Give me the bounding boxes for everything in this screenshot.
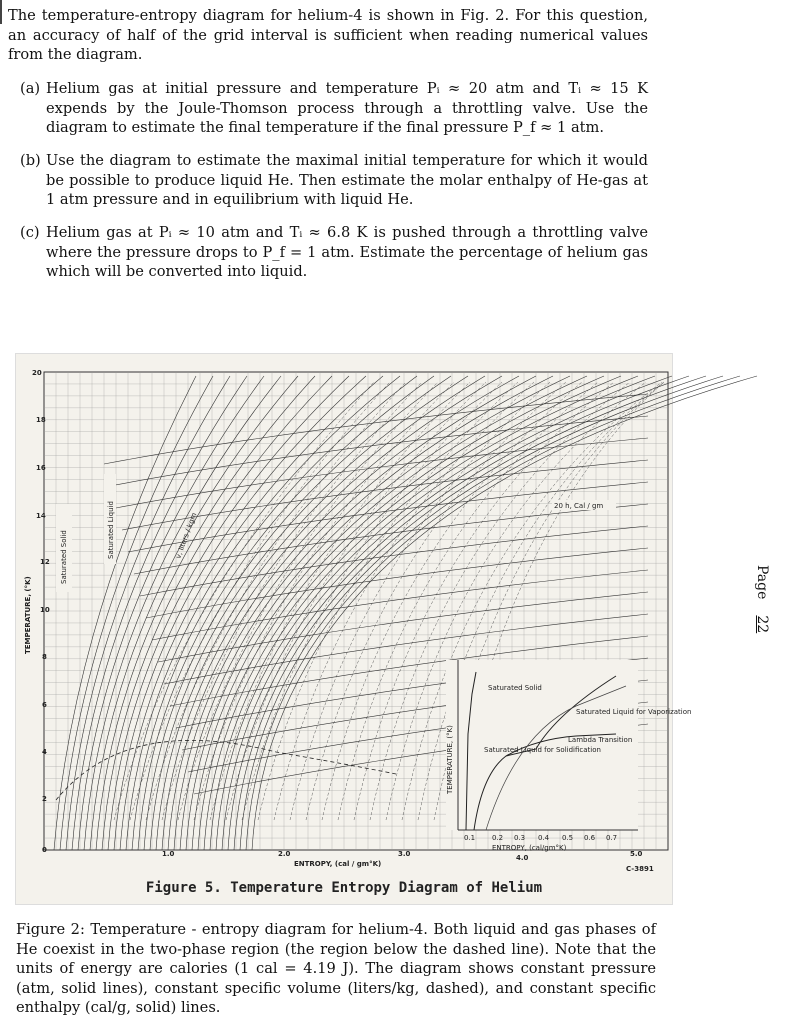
inset-x-tick: 0.6 xyxy=(584,834,596,842)
inset-x-tick: 0.5 xyxy=(562,834,574,842)
page-number: 22 xyxy=(754,615,770,634)
specific-volume-label: v, liters / kgm xyxy=(174,511,199,560)
y-tick: 18 xyxy=(36,416,46,424)
x-tick: 5.0 xyxy=(630,850,643,858)
figure-code: C-3891 xyxy=(626,865,654,873)
diagram-curve xyxy=(128,482,648,552)
y-tick-labels xyxy=(32,369,50,854)
inset-x-tick: 0.4 xyxy=(538,834,550,842)
y-tick: 12 xyxy=(40,558,50,566)
diagram-curve xyxy=(114,376,366,850)
question-intro: The temperature-entropy diagram for helium-4 is shown in Fig. 2. For this question, an accuracy of half of the grid interval is sufficient when reading numerical values from the diagram. xyxy=(8,7,648,63)
page-edge-mark xyxy=(0,0,2,24)
diagram-curve xyxy=(122,460,648,530)
inset-x-tick: 0.7 xyxy=(606,834,618,842)
saturated-solid-label: Saturated Solid xyxy=(60,530,68,584)
inset-diagram xyxy=(446,660,691,862)
inset-x-tick: 0.2 xyxy=(492,834,504,842)
inset-x-tick: 0.1 xyxy=(464,834,476,842)
diagram-curves xyxy=(54,376,757,850)
side-page-number xyxy=(754,565,770,633)
y-tick: 10 xyxy=(40,606,50,614)
question-part-c xyxy=(20,223,648,282)
scanned-figure-caption: Figure 5. Temperature Entropy Diagram of Helium xyxy=(145,880,543,896)
inset-saturated-liquid-solidification: Saturated Liquid for Solidification xyxy=(484,746,601,754)
part-text: Helium gas at Pᵢ ≈ 10 atm and Tᵢ ≈ 6.8 K is pushed through a throttling valve where the pressure drops to P_f = 1 atm. Estimate the percentage of helium gas which will be converted into liquid. xyxy=(46,224,648,280)
diagram-curve xyxy=(84,376,281,850)
ts-diagram-figure xyxy=(15,353,692,905)
diagram-curve xyxy=(108,376,349,850)
inset-x-tick: 0.3 xyxy=(514,834,526,842)
diagram-curve xyxy=(54,376,199,850)
y-tick: 20 xyxy=(32,369,42,377)
question-part-b xyxy=(20,151,648,210)
part-label: (a) xyxy=(20,80,41,97)
part-label: (b) xyxy=(20,152,41,169)
part-text: Use the diagram to estimate the maximal initial temperature for which it would be possible to produce liquid He. Then estimate the molar enthalpy of He-gas at 1 atm pressure and in equilibrium with liquid He. xyxy=(46,152,648,208)
part-text: Helium gas at initial pressure and temperature Pᵢ ≈ 20 atm and Tᵢ ≈ 15 K expends by the Joule-Thomson process through a throttling valve. Use the diagram to estimate the final temperature if the final pressure P_f ≈ 1 atm. xyxy=(46,80,648,136)
diagram-curve xyxy=(90,376,298,850)
inset-lambda-transition: Lambda Transition xyxy=(568,736,633,744)
x-axis-label: ENTROPY, (cal / gm°K) xyxy=(294,860,382,868)
y-tick: 14 xyxy=(36,512,46,520)
y-tick: 4 xyxy=(42,748,47,756)
page-word: Page xyxy=(754,565,770,600)
part-label: (c) xyxy=(20,224,40,241)
question-part-a xyxy=(20,79,648,138)
inset-x-axis-label: ENTROPY, (cal/gm°K) xyxy=(492,844,567,852)
y-tick: 16 xyxy=(36,464,46,472)
saturated-liquid-label: Saturated Liquid xyxy=(107,501,115,559)
x-tick: 1.0 xyxy=(162,850,175,858)
y-tick: 2 xyxy=(42,795,47,803)
inset-bottom-tick: 4.0 xyxy=(516,854,529,862)
inset-y-axis-label: TEMPERATURE, (°K) xyxy=(446,725,454,794)
ts-diagram-svg xyxy=(16,354,692,904)
y-tick: 8 xyxy=(42,653,47,661)
enthalpy-label: 20 h, Cal / gm xyxy=(554,502,604,510)
inset-saturated-solid: Saturated Solid xyxy=(488,684,542,692)
figure-caption: Figure 2: Temperature - entropy diagram for helium-4. Both liquid and gas phases of He coexist in the two-phase region (the region below the dashed line). Note that the units of energy are calories (1 cal = 4.19 J). The diagram shows constant pressure (atm, solid lines), constant specific volume (liters/kg, dashed), and constant specific enthalpy (cal/g, solid) lines. xyxy=(16,921,656,1016)
diagram-curve xyxy=(110,416,648,486)
inset-saturated-liquid-vaporization: Saturated Liquid for Vaporization xyxy=(576,708,692,716)
y-axis-label: TEMPERATURE, (°K) xyxy=(24,576,32,654)
y-tick: 0 xyxy=(42,846,47,854)
diagram-curve xyxy=(138,376,434,850)
x-tick: 2.0 xyxy=(278,850,291,858)
y-tick: 6 xyxy=(42,701,47,709)
x-tick: 3.0 xyxy=(398,850,411,858)
